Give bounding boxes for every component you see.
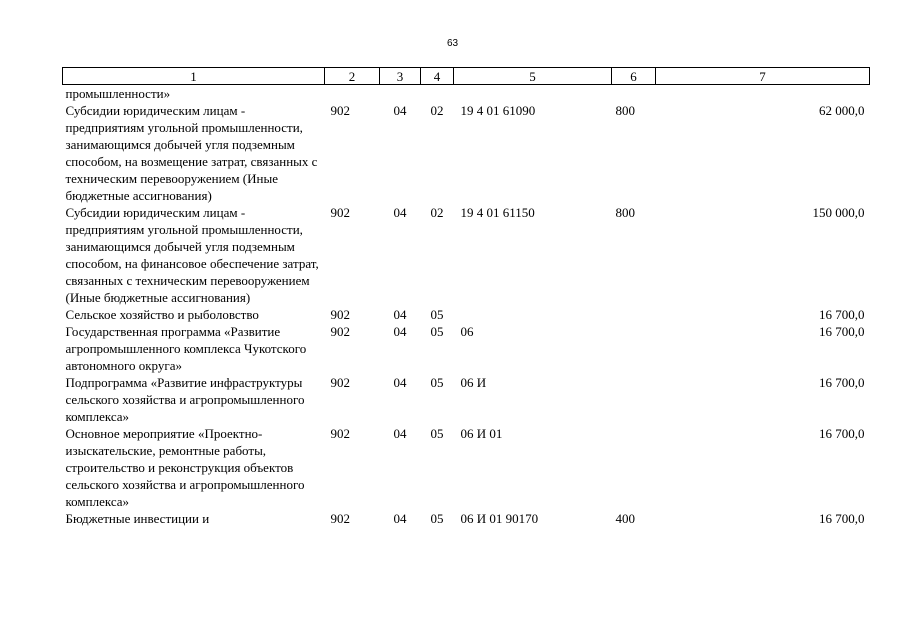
row-subsection-code: 05 — [430, 511, 444, 526]
row-expense-type — [612, 425, 656, 510]
row-amount: 16 700,0 — [819, 307, 865, 322]
row-name: Подпрограмма «Развитие инфраструктуры сельского хозяйства и агропромышленного комплекса» — [65, 375, 305, 424]
row-subsection-code: 02 — [430, 103, 444, 118]
row-subsection-code: 05 — [430, 324, 444, 339]
row-subsection-code: 05 — [430, 375, 444, 390]
continuation-text: промышленности» — [65, 86, 171, 101]
row-name: Бюджетные инвестиции и — [65, 511, 210, 526]
table-row — [63, 425, 870, 510]
header-col-1: 1 — [63, 68, 325, 85]
row-ministry-code: 902 — [330, 375, 350, 390]
page-number: 63 — [446, 38, 459, 49]
header-col-5: 5 — [454, 68, 612, 85]
row-name: Основное мероприятие «Проектно-изыскательские, ремонтные работы, строительство и реконструкция объектов сельского хозяйства и агропромышленного комплекса» — [65, 426, 305, 509]
row-subsection-code: 05 — [430, 426, 444, 441]
row-target-article: 06 — [460, 324, 474, 339]
row-expense-type: 400 — [615, 511, 635, 526]
header-col-7: 7 — [656, 68, 870, 85]
row-ministry-code: 902 — [330, 511, 350, 526]
row-amount: 150 000,0 — [812, 205, 865, 220]
row-target-article: 19 4 01 61090 — [460, 103, 536, 118]
row-section-code: 04 — [393, 511, 407, 526]
row-name: Сельское хозяйство и рыболовство — [65, 307, 259, 322]
row-section-code: 04 — [393, 103, 407, 118]
row-target-article: 06 И 01 — [460, 426, 503, 441]
header-col-2: 2 — [325, 68, 380, 85]
row-ministry-code: 902 — [330, 205, 350, 220]
row-target-article: 06 И — [460, 375, 487, 390]
row-expense-type: 800 — [615, 205, 635, 220]
row-amount: 16 700,0 — [819, 426, 865, 441]
row-name: Государственная программа «Развитие агропромышленного комплекса Чукотского автономного округа» — [65, 324, 307, 373]
budget-table — [62, 67, 870, 527]
table-row — [63, 374, 870, 425]
row-section-code: 04 — [393, 205, 407, 220]
table-row — [63, 204, 870, 306]
row-name: Субсидии юридическим лицам - предприятиям угольной промышленности, занимающимся добычей угля подземным способом, на финансовое обеспечение затрат, связанных с техническим перевооружением (Иные бюджетные ассигнования) — [65, 205, 319, 305]
row-ministry-code: 902 — [330, 324, 350, 339]
row-section-code: 04 — [393, 307, 407, 322]
row-amount: 16 700,0 — [819, 511, 865, 526]
table-row — [63, 102, 870, 204]
table-row — [63, 306, 870, 323]
row-name: Субсидии юридическим лицам - предприятиям угольной промышленности, занимающимся добычей угля подземным способом, на возмещение затрат, связанных с техническим перевооружением (Иные бюджетные ассигнования) — [65, 103, 318, 203]
table-row — [63, 510, 870, 527]
row-expense-type — [612, 374, 656, 425]
row-target-article: 19 4 01 61150 — [460, 205, 535, 220]
row-expense-type — [612, 323, 656, 374]
row-section-code: 04 — [393, 324, 407, 339]
row-amount: 62 000,0 — [819, 103, 865, 118]
row-ministry-code: 902 — [330, 426, 350, 441]
row-subsection-code: 05 — [430, 307, 444, 322]
row-amount: 16 700,0 — [819, 324, 865, 339]
table-header-row — [63, 68, 870, 85]
row-section-code: 04 — [393, 426, 407, 441]
row-ministry-code: 902 — [330, 307, 350, 322]
row-ministry-code: 902 — [330, 103, 350, 118]
row-expense-type: 800 — [615, 103, 635, 118]
header-col-3: 3 — [380, 68, 421, 85]
row-amount: 16 700,0 — [819, 375, 865, 390]
table-row — [63, 323, 870, 374]
header-col-4: 4 — [421, 68, 454, 85]
row-expense-type — [612, 306, 656, 323]
row-target-article: 06 И 01 90170 — [460, 511, 539, 526]
continuation-row — [63, 85, 870, 103]
row-subsection-code: 02 — [430, 205, 444, 220]
row-section-code: 04 — [393, 375, 407, 390]
row-target-article — [454, 306, 612, 323]
header-col-6: 6 — [612, 68, 656, 85]
